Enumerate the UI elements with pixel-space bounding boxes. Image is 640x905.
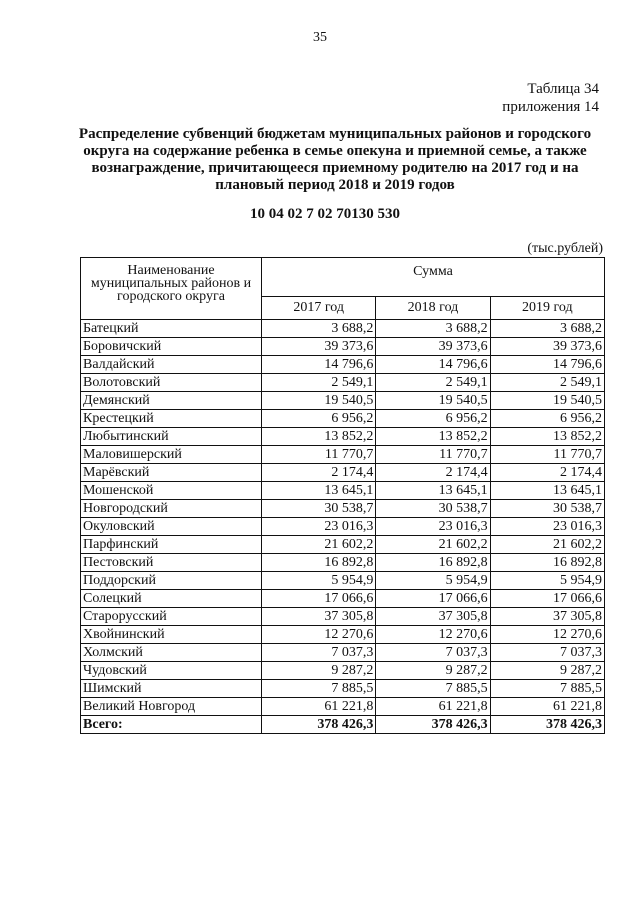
value-2019: 14 796,6 [490, 356, 604, 374]
table-row [81, 536, 605, 554]
district-name: Волотовский [81, 374, 262, 392]
district-name: Демянский [81, 392, 262, 410]
district-name: Маловишерский [81, 446, 262, 464]
value-2019: 61 221,8 [490, 698, 604, 716]
table-row [81, 356, 605, 374]
value-2018: 3 688,2 [376, 320, 490, 338]
header-name: Наименование муниципальных районов и городского округа [81, 258, 262, 320]
value-2019: 16 892,8 [490, 554, 604, 572]
value-2018: 39 373,6 [376, 338, 490, 356]
district-name: Всего: [81, 716, 262, 734]
district-name: Пестовский [81, 554, 262, 572]
district-name: Мошенской [81, 482, 262, 500]
district-name: Хвойнинский [81, 626, 262, 644]
value-2018: 21 602,2 [376, 536, 490, 554]
district-name: Боровичский [81, 338, 262, 356]
value-2017: 7 037,3 [262, 644, 376, 662]
value-2017: 3 688,2 [262, 320, 376, 338]
table-row [81, 644, 605, 662]
district-name: Любытинский [81, 428, 262, 446]
value-2019: 21 602,2 [490, 536, 604, 554]
table-row [81, 392, 605, 410]
district-name: Валдайский [81, 356, 262, 374]
table-row [81, 554, 605, 572]
table-row [81, 374, 605, 392]
table-row [81, 698, 605, 716]
table-row [81, 608, 605, 626]
value-2017: 14 796,6 [262, 356, 376, 374]
value-2017: 11 770,7 [262, 446, 376, 464]
value-2018: 2 174,4 [376, 464, 490, 482]
value-2019: 13 852,2 [490, 428, 604, 446]
district-name: Окуловский [81, 518, 262, 536]
district-name: Марёвский [81, 464, 262, 482]
district-name: Шимский [81, 680, 262, 698]
value-2019: 378 426,3 [490, 716, 604, 734]
header-year-2019: 2019 год [490, 297, 604, 320]
value-2019: 19 540,5 [490, 392, 604, 410]
annex-reference: приложения 14 [502, 99, 599, 115]
value-2017: 23 016,3 [262, 518, 376, 536]
district-name: Великий Новгород [81, 698, 262, 716]
value-2017: 7 885,5 [262, 680, 376, 698]
value-2019: 5 954,9 [490, 572, 604, 590]
value-2017: 5 954,9 [262, 572, 376, 590]
value-2018: 30 538,7 [376, 500, 490, 518]
value-2017: 13 852,2 [262, 428, 376, 446]
value-2017: 6 956,2 [262, 410, 376, 428]
value-2017: 19 540,5 [262, 392, 376, 410]
value-2018: 9 287,2 [376, 662, 490, 680]
value-2017: 13 645,1 [262, 482, 376, 500]
value-2018: 17 066,6 [376, 590, 490, 608]
value-2018: 13 645,1 [376, 482, 490, 500]
value-2019: 9 287,2 [490, 662, 604, 680]
table-row [81, 464, 605, 482]
value-2018: 378 426,3 [376, 716, 490, 734]
value-2018: 7 037,3 [376, 644, 490, 662]
table-row [81, 590, 605, 608]
value-2019: 6 956,2 [490, 410, 604, 428]
value-2018: 2 549,1 [376, 374, 490, 392]
total-row [81, 716, 605, 734]
table-row [81, 446, 605, 464]
district-name: Чудовский [81, 662, 262, 680]
value-2017: 378 426,3 [262, 716, 376, 734]
value-2019: 39 373,6 [490, 338, 604, 356]
header-year-2017: 2017 год [262, 297, 376, 320]
value-2018: 37 305,8 [376, 608, 490, 626]
table-row [81, 500, 605, 518]
district-name: Солецкий [81, 590, 262, 608]
table-reference: Таблица 34 [527, 81, 599, 97]
value-2019: 7 885,5 [490, 680, 604, 698]
value-2019: 23 016,3 [490, 518, 604, 536]
table-row [81, 572, 605, 590]
value-2018: 7 885,5 [376, 680, 490, 698]
table-row [81, 338, 605, 356]
value-2019: 37 305,8 [490, 608, 604, 626]
value-2019: 11 770,7 [490, 446, 604, 464]
district-name: Холмский [81, 644, 262, 662]
table-row [81, 320, 605, 338]
value-2017: 2 549,1 [262, 374, 376, 392]
value-2019: 3 688,2 [490, 320, 604, 338]
value-2017: 16 892,8 [262, 554, 376, 572]
value-2018: 16 892,8 [376, 554, 490, 572]
value-2018: 14 796,6 [376, 356, 490, 374]
value-2019: 12 270,6 [490, 626, 604, 644]
value-2019: 2 174,4 [490, 464, 604, 482]
value-2018: 12 270,6 [376, 626, 490, 644]
value-2017: 39 373,6 [262, 338, 376, 356]
value-2018: 6 956,2 [376, 410, 490, 428]
table-row [81, 482, 605, 500]
value-2018: 13 852,2 [376, 428, 490, 446]
district-name: Поддорский [81, 572, 262, 590]
district-name: Старорусский [81, 608, 262, 626]
value-2017: 21 602,2 [262, 536, 376, 554]
value-2019: 13 645,1 [490, 482, 604, 500]
header-sum: Сумма [262, 258, 605, 297]
value-2017: 12 270,6 [262, 626, 376, 644]
value-2018: 61 221,8 [376, 698, 490, 716]
value-2018: 5 954,9 [376, 572, 490, 590]
value-2018: 11 770,7 [376, 446, 490, 464]
value-2017: 30 538,7 [262, 500, 376, 518]
table-row [81, 428, 605, 446]
value-2017: 2 174,4 [262, 464, 376, 482]
header-year-2018: 2018 год [376, 297, 490, 320]
value-2019: 17 066,6 [490, 590, 604, 608]
value-2017: 61 221,8 [262, 698, 376, 716]
subvention-table [80, 257, 605, 734]
value-2019: 30 538,7 [490, 500, 604, 518]
page-number: 35 [313, 30, 327, 45]
table-row [81, 662, 605, 680]
document-title: Распределение субвенций бюджетам муниципальных районов и городского округа на содержание ребенка в семье опекуна и приемной семье, а также вознаграждение, причитающееся приемному родителю на 2017 год и на плановый период 2018 и 2019 годов [78, 126, 592, 193]
district-name: Парфинский [81, 536, 262, 554]
value-2017: 9 287,2 [262, 662, 376, 680]
table-body [81, 320, 605, 734]
value-2018: 19 540,5 [376, 392, 490, 410]
value-2019: 2 549,1 [490, 374, 604, 392]
district-name: Крестецкий [81, 410, 262, 428]
value-2019: 7 037,3 [490, 644, 604, 662]
budget-code: 10 04 02 7 02 70130 530 [250, 206, 400, 222]
value-2017: 17 066,6 [262, 590, 376, 608]
district-name: Новгородский [81, 500, 262, 518]
table-row [81, 626, 605, 644]
value-2017: 37 305,8 [262, 608, 376, 626]
value-2018: 23 016,3 [376, 518, 490, 536]
table-row [81, 680, 605, 698]
table-row [81, 410, 605, 428]
district-name: Батецкий [81, 320, 262, 338]
units-label: (тыс.рублей) [527, 241, 603, 256]
table-row [81, 518, 605, 536]
